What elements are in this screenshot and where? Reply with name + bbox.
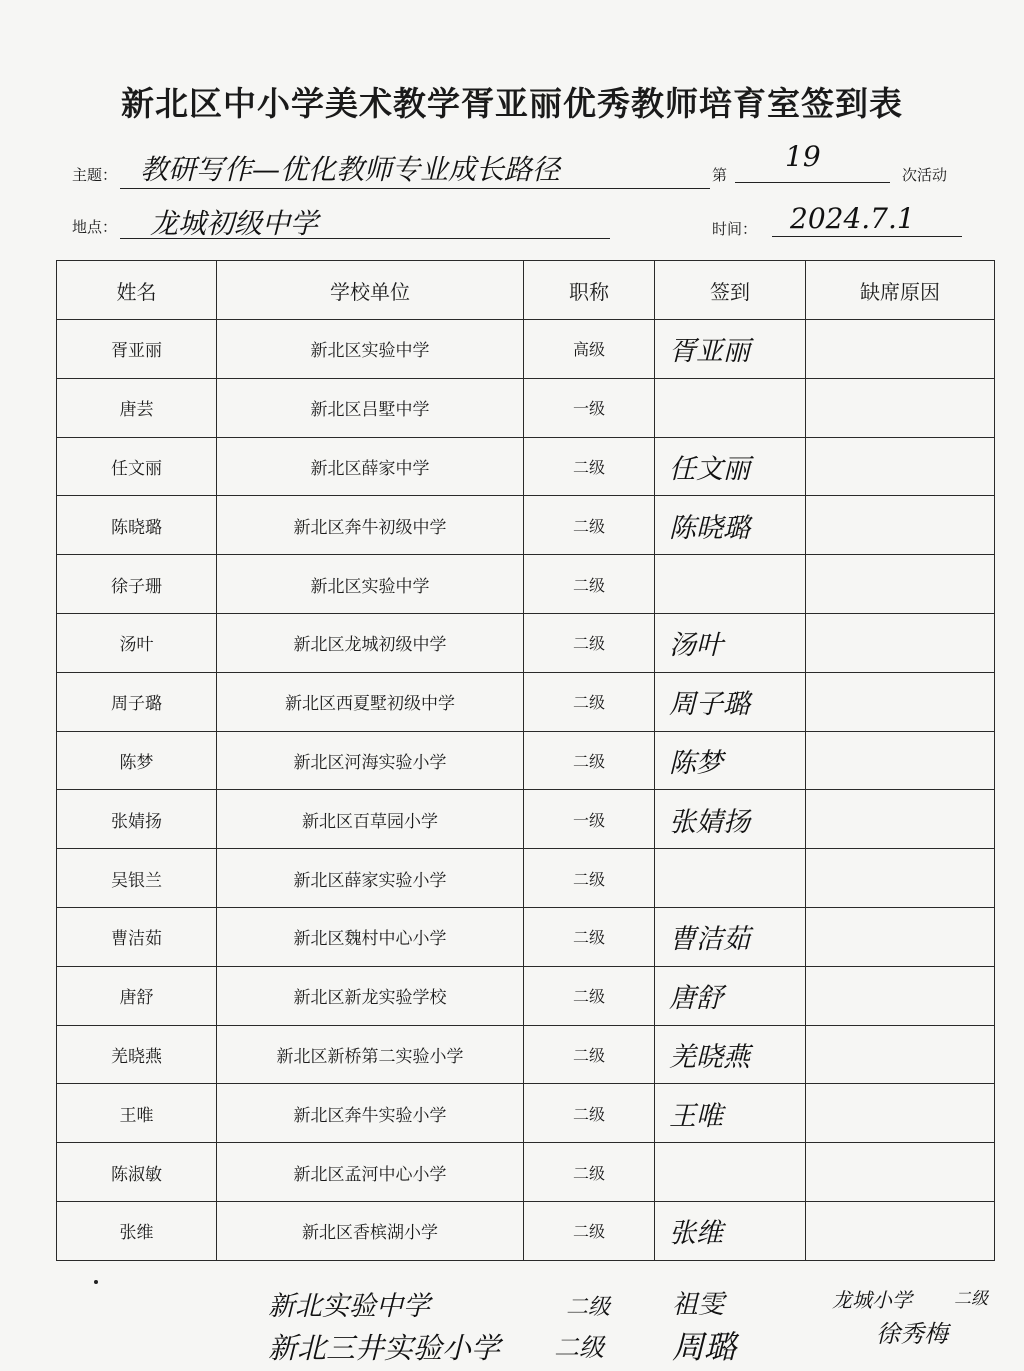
extra-1-name: 祖雯 (672, 1290, 725, 1320)
table-row (57, 731, 995, 790)
extra-1-school2: 龙城小学 (832, 1288, 912, 1312)
cell-signature: 陈梦 (655, 731, 806, 790)
cell-signature: 王唯 (655, 1084, 806, 1143)
cell-level: 二级 (524, 966, 655, 1025)
cell-name: 张维 (57, 1201, 217, 1260)
table-row (57, 378, 995, 437)
cell-name: 羌晓燕 (57, 1025, 217, 1084)
cell-name: 王唯 (57, 1084, 217, 1143)
cell-school: 新北区魏村中心小学 (217, 907, 524, 966)
cell-absence (806, 555, 995, 614)
table-row (57, 1201, 995, 1260)
cell-name: 胥亚丽 (57, 320, 217, 379)
cell-absence (806, 1143, 995, 1202)
cell-school: 新北区龙城初级中学 (217, 613, 524, 672)
session-underline (735, 182, 890, 183)
cell-school: 新北区薛家实验小学 (217, 849, 524, 908)
cell-name: 张婧扬 (57, 790, 217, 849)
cell-level: 一级 (524, 790, 655, 849)
table-row (57, 1143, 995, 1202)
header-level: 职称 (524, 261, 655, 320)
extra-2-name: 周璐 (672, 1328, 737, 1366)
cell-school: 新北区实验中学 (217, 320, 524, 379)
table-row (57, 1084, 995, 1143)
cell-absence (806, 496, 995, 555)
cell-school: 新北区吕墅中学 (217, 378, 524, 437)
cell-absence (806, 966, 995, 1025)
cell-signature: 汤叶 (655, 613, 806, 672)
cell-level: 二级 (524, 731, 655, 790)
location-label: 地点： (72, 218, 118, 236)
cell-level: 二级 (524, 496, 655, 555)
cell-absence (806, 907, 995, 966)
cell-name: 唐舒 (57, 966, 217, 1025)
cell-school: 新北区西夏墅初级中学 (217, 672, 524, 731)
cell-level: 高级 (524, 320, 655, 379)
header-signature: 签到 (655, 261, 806, 320)
table-row (57, 320, 995, 379)
cell-signature (655, 378, 806, 437)
cell-level: 二级 (524, 555, 655, 614)
cell-absence (806, 378, 995, 437)
cell-absence (806, 731, 995, 790)
cell-signature: 曹洁茹 (655, 907, 806, 966)
table-row (57, 849, 995, 908)
table-row (57, 437, 995, 496)
cell-school: 新北区薛家中学 (217, 437, 524, 496)
location-underline (120, 238, 610, 239)
cell-signature: 张婧扬 (655, 790, 806, 849)
cell-signature (655, 1143, 806, 1202)
time-underline (772, 236, 962, 237)
cell-name: 汤叶 (57, 613, 217, 672)
session-suffix: 次活动 (902, 166, 948, 184)
cell-absence (806, 672, 995, 731)
cell-absence (806, 790, 995, 849)
extra-2-school: 新北三井实验小学 (268, 1331, 501, 1365)
cell-school: 新北区实验中学 (217, 555, 524, 614)
session-prefix: 第 (712, 166, 728, 184)
extra-1-level: 二级 (566, 1295, 611, 1320)
cell-absence (806, 1201, 995, 1260)
sheet-title: 新北区中小学美术教学胥亚丽优秀教师培育室签到表 (121, 84, 903, 123)
cell-name: 陈晓璐 (57, 496, 217, 555)
cell-school: 新北区河海实验小学 (217, 731, 524, 790)
cell-signature (655, 849, 806, 908)
cell-absence (806, 613, 995, 672)
cell-signature: 羌晓燕 (655, 1025, 806, 1084)
cell-signature: 唐舒 (655, 966, 806, 1025)
cell-school: 新北区新龙实验学校 (217, 966, 524, 1025)
cell-level: 二级 (524, 1084, 655, 1143)
cell-absence (806, 437, 995, 496)
cell-name: 徐子珊 (57, 555, 217, 614)
header-absence: 缺席原因 (806, 261, 995, 320)
cell-level: 二级 (524, 1143, 655, 1202)
time-label: 时间： (712, 220, 758, 238)
cell-signature: 胥亚丽 (655, 320, 806, 379)
table-row (57, 1025, 995, 1084)
cell-level: 二级 (524, 907, 655, 966)
table-row (57, 555, 995, 614)
sign-in-table (56, 260, 995, 1261)
cell-absence (806, 320, 995, 379)
header-school: 学校单位 (217, 261, 524, 320)
cell-absence (806, 849, 995, 908)
ink-dot (94, 1280, 98, 1284)
cell-name: 陈淑敏 (57, 1143, 217, 1202)
cell-name: 唐芸 (57, 378, 217, 437)
cell-school: 新北区孟河中心小学 (217, 1143, 524, 1202)
extra-1-level2: 二级 (954, 1289, 988, 1309)
session-number: 19 (785, 140, 821, 173)
cell-level: 二级 (524, 1025, 655, 1084)
table-row (57, 907, 995, 966)
cell-school: 新北区新桥第二实验小学 (217, 1025, 524, 1084)
cell-name: 陈梦 (57, 731, 217, 790)
cell-signature: 陈晓璐 (655, 496, 806, 555)
cell-level: 二级 (524, 1201, 655, 1260)
cell-level: 二级 (524, 613, 655, 672)
cell-absence (806, 1025, 995, 1084)
extra-1-school: 新北实验中学 (268, 1291, 430, 1322)
cell-absence (806, 1084, 995, 1143)
cell-name: 吴银兰 (57, 849, 217, 908)
table-row (57, 613, 995, 672)
extra-2-level: 二级 (554, 1333, 605, 1362)
cell-name: 任文丽 (57, 437, 217, 496)
topic-label: 主题： (72, 166, 118, 184)
cell-school: 新北区奔牛初级中学 (217, 496, 524, 555)
cell-school: 新北区香槟湖小学 (217, 1201, 524, 1260)
cell-signature: 周子璐 (655, 672, 806, 731)
cell-level: 二级 (524, 437, 655, 496)
table-row (57, 966, 995, 1025)
cell-signature: 张维 (655, 1201, 806, 1260)
cell-school: 新北区百草园小学 (217, 790, 524, 849)
cell-level: 二级 (524, 672, 655, 731)
header-row (57, 261, 995, 320)
cell-level: 二级 (524, 849, 655, 908)
cell-name: 周子璐 (57, 672, 217, 731)
cell-school: 新北区奔牛实验小学 (217, 1084, 524, 1143)
header-name: 姓名 (57, 261, 217, 320)
table-row (57, 672, 995, 731)
topic-value: 教研写作—优化教师专业成长路径 (140, 153, 561, 186)
cell-level: 一级 (524, 378, 655, 437)
table-row (57, 790, 995, 849)
time-value: 2024.7.1 (790, 202, 915, 235)
table-row (57, 496, 995, 555)
cell-signature (655, 555, 806, 614)
cell-name: 曹洁茹 (57, 907, 217, 966)
topic-underline (120, 188, 710, 189)
location-value: 龙城初级中学 (150, 207, 319, 240)
extra-2-name2: 徐秀梅 (876, 1320, 948, 1348)
cell-signature: 任文丽 (655, 437, 806, 496)
